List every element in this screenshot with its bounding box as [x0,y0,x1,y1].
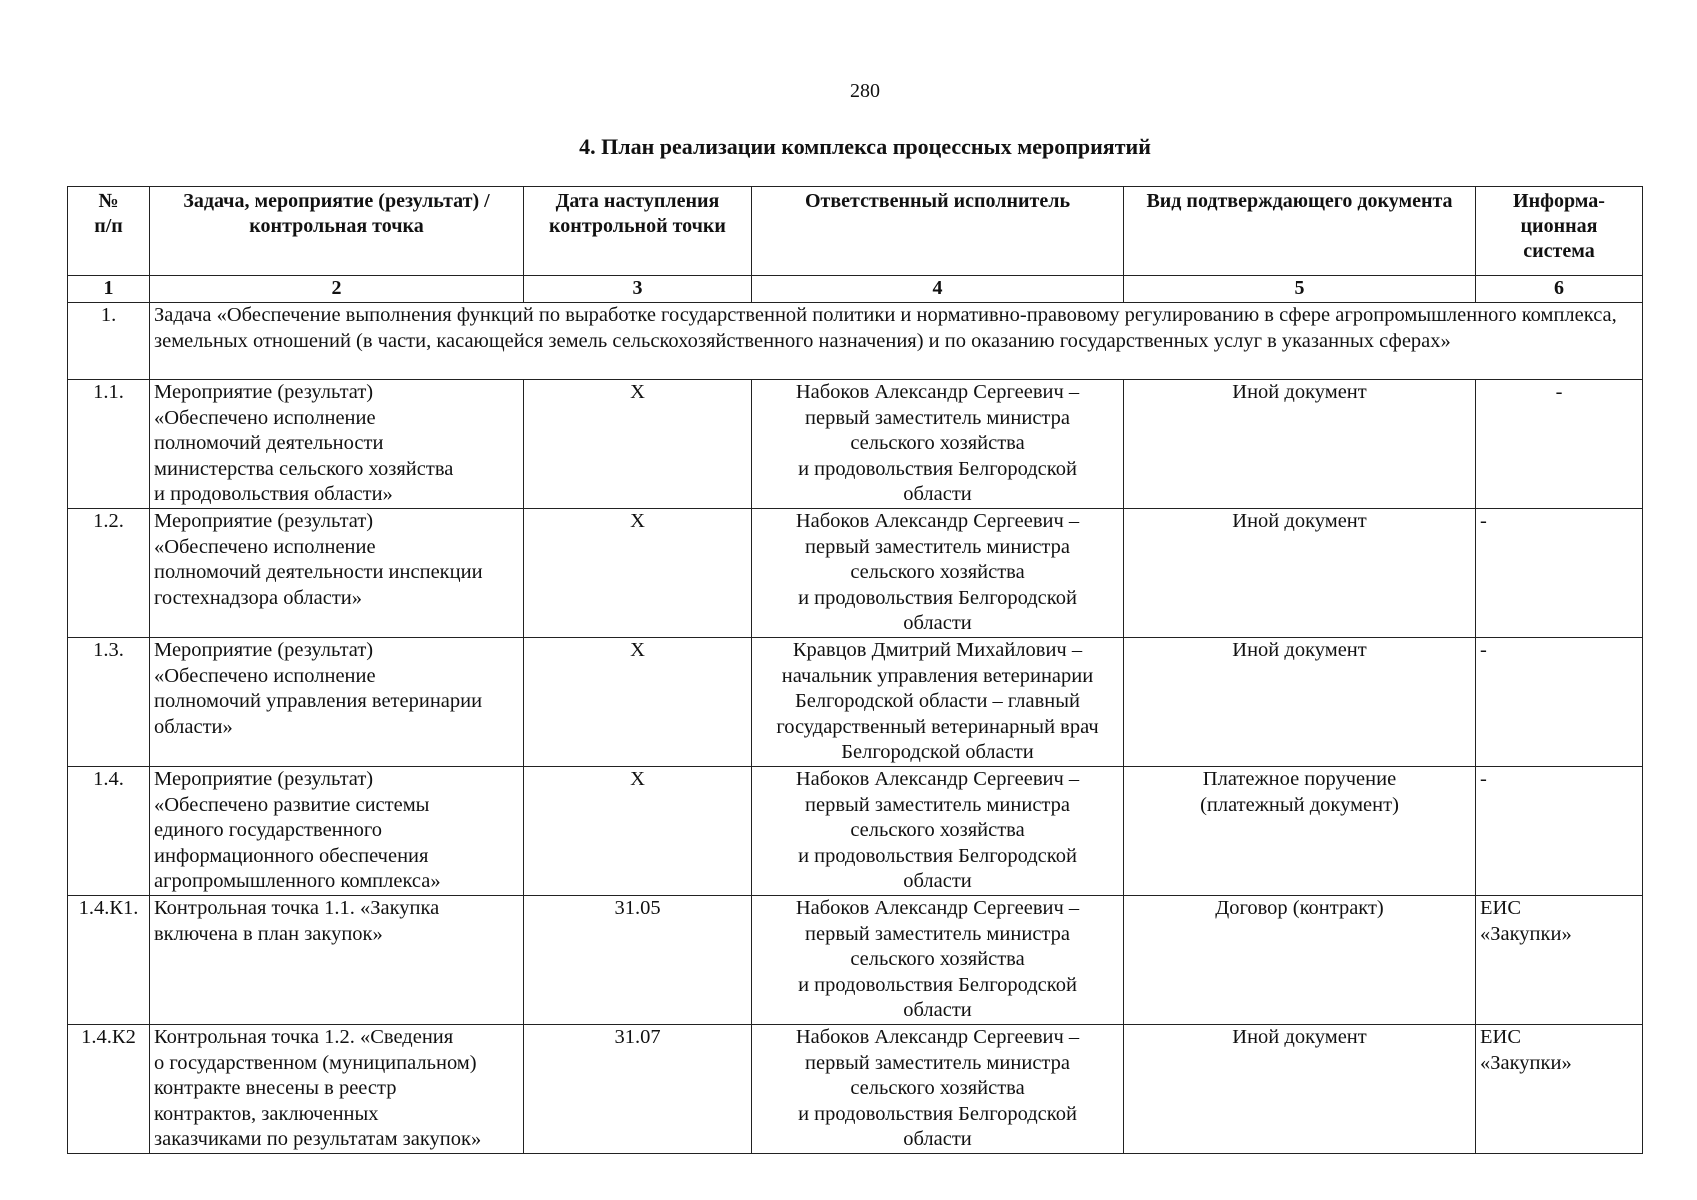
task-row [68,303,1643,380]
header-task: Задача, мероприятие (результат) / контрольная точка [150,187,524,276]
table-row [68,638,1643,767]
row-date: 31.05 [524,896,752,1025]
column-number: 4 [752,276,1124,303]
page-title: 4. План реализации комплекса процессных мероприятий [579,134,1151,159]
row-task-name: Мероприятие (результат) «Обеспечено исполнение полномочий деятельности инспекции гостехнадзора области» [150,509,524,638]
header-number: № п/п [68,187,150,276]
row-task-name: Мероприятие (результат) «Обеспечено развитие системы единого государственного информационного обеспечения агропромышленного комплекса» [150,767,524,896]
header-row [68,187,1643,276]
table-row [68,896,1643,1025]
page-number: 280 [850,80,880,102]
row-number: 1.4.К2 [68,1025,150,1154]
row-date: X [524,638,752,767]
row-executor: Набоков Александр Сергеевич – первый заместитель министра сельского хозяйства и продовольствия Белгородской области [752,896,1124,1025]
header-date: Дата наступления контрольной точки [524,187,752,276]
row-info-system: - [1476,767,1643,896]
row-executor: Набоков Александр Сергеевич – первый заместитель министра сельского хозяйства и продовольствия Белгородской области [752,1025,1124,1154]
task-text: Задача «Обеспечение выполнения функций по выработке государственной политики и нормативно-правовому регулированию в сфере агропромышленного комплекса, земельных отношений (в части, касающейся земель сельскохозяйственного назначения) и по оказанию государственных услуг в указанных сферах» [150,303,1643,380]
table-row [68,767,1643,896]
row-info-system: - [1476,380,1643,509]
row-number: 1.1. [68,380,150,509]
column-number: 2 [150,276,524,303]
row-document: Договор (контракт) [1124,896,1476,1025]
row-date: X [524,767,752,896]
row-executor: Кравцов Дмитрий Михайлович – начальник управления ветеринарии Белгородской области – главный государственный ветеринарный врач Белгородской области [752,638,1124,767]
column-number-row [68,276,1643,303]
row-info-system: ЕИС «Закупки» [1476,1025,1643,1154]
row-document: Платежное поручение (платежный документ) [1124,767,1476,896]
row-task-name: Контрольная точка 1.2. «Сведения о государственном (муниципальном) контракте внесены в реестр контрактов, заключенных заказчиками по результатам закупок» [150,1025,524,1154]
row-executor: Набоков Александр Сергеевич – первый заместитель министра сельского хозяйства и продовольствия Белгородской области [752,767,1124,896]
row-date: X [524,380,752,509]
row-task-name: Мероприятие (результат) «Обеспечено исполнение полномочий управления ветеринарии области» [150,638,524,767]
table-row [68,1025,1643,1154]
header-document: Вид подтверждающего документа [1124,187,1476,276]
table-row [68,509,1643,638]
row-info-system: ЕИС «Закупки» [1476,896,1643,1025]
task-number: 1. [68,303,150,380]
implementation-plan-table [67,186,1643,1154]
column-number: 1 [68,276,150,303]
row-info-system: - [1476,638,1643,767]
row-document: Иной документ [1124,509,1476,638]
row-document: Иной документ [1124,638,1476,767]
row-number: 1.3. [68,638,150,767]
row-executor: Набоков Александр Сергеевич – первый заместитель министра сельского хозяйства и продовольствия Белгородской области [752,509,1124,638]
row-document: Иной документ [1124,380,1476,509]
column-number: 3 [524,276,752,303]
header-system: Информа- ционная система [1476,187,1643,276]
row-info-system: - [1476,509,1643,638]
row-number: 1.2. [68,509,150,638]
column-number: 5 [1124,276,1476,303]
row-number: 1.4. [68,767,150,896]
row-number: 1.4.К1. [68,896,150,1025]
row-task-name: Контрольная точка 1.1. «Закупка включена в план закупок» [150,896,524,1025]
row-date: X [524,509,752,638]
row-document: Иной документ [1124,1025,1476,1154]
row-task-name: Мероприятие (результат) «Обеспечено исполнение полномочий деятельности министерства сельского хозяйства и продовольствия области» [150,380,524,509]
header-executor: Ответственный исполнитель [752,187,1124,276]
row-executor: Набоков Александр Сергеевич – первый заместитель министра сельского хозяйства и продовольствия Белгородской области [752,380,1124,509]
table-row [68,380,1643,509]
column-number: 6 [1476,276,1643,303]
row-date: 31.07 [524,1025,752,1154]
